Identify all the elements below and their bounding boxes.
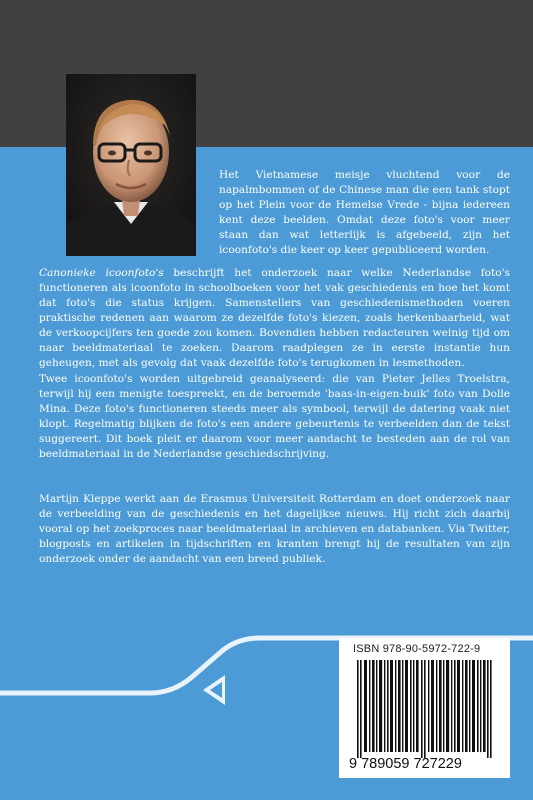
intro-paragraph: Het Vietnamese meisje vluchtend voor de napalmbommen of de Chinese man die een tank stopt op het Plein voor de Hemelse Vrede - bijna iedereen kent deze beelden. Omdat deze foto's voor meer staan dan wat letterlijk is afgebeeld, zijn het icoonfoto's die keer op keer gepubliceerd worden.: [219, 169, 510, 256]
isbn-label: ISBN 978-90-5972-722-9: [353, 643, 481, 655]
author-bio-paragraph: Martijn Kleppe werkt aan de Erasmus Universiteit Rotterdam en doet onderzoek naar de verbeelding van de geschiedenis en het dagelijkse nieuws. Hij richt zich daarbij vooral op het zoekproces naar beeldmateriaal in archieven en databanken. Via Twitter, blogposts en artikelen in tijdschriften en kranten brengt hij de resultaten van zijn onderzoek onder de aandacht van een breed publiek.: [39, 493, 510, 565]
description-paragraph: [39, 266, 510, 371]
barcode-bars: [351, 660, 501, 758]
barcode-digits: 9 789059 727229: [349, 756, 462, 772]
analysis-paragraph: Twee icoonfoto's worden uitgebreid geanalyseerd: die van Pieter Jelles Troelstra, terwijl hij een menigte toespreekt, en de beroemde 'baas-in-eigen-buik' foto van Dolle Mina. Deze foto's functioneren steeds meer als symbool, terwijl de datering vaak niet klopt. Regelmatig blijken de foto's een andere gebeurtenis te verbeelden dan de tekst suggereert. Dit boek pleit er daarom voor meer aandacht te besteden aan de rol van beeldmateriaal in de Nederlandse geschiedschrijving.: [39, 373, 510, 460]
book-title-italic: Canonieke icoonfoto's: [39, 267, 164, 279]
author-portrait-image: [66, 74, 196, 256]
description-text: beschrijft het onderzoek naar welke Nederlandse foto's functioneren als icoonfoto in schoolboeken voor het vak geschiedenis en hoe het komt dat foto's die status krijgen. Samenstellers van geschiedenismethoden voeren praktische redenen aan waarom ze dezelfde foto's kiezen, zoals herkenbaarheid, wat de verkoopcijfers ten goede zou komen. Bovendien hebben redacteuren weinig tijd om naar beeldmateriaal te zoeken. Daarom raadplegen ze in eerste instantie hun geheugen, met als gevolg dat vaak dezelfde foto's terugkomen in lesmethoden.: [39, 267, 510, 369]
barcode-box: [339, 638, 510, 778]
author-photo: [66, 74, 196, 256]
